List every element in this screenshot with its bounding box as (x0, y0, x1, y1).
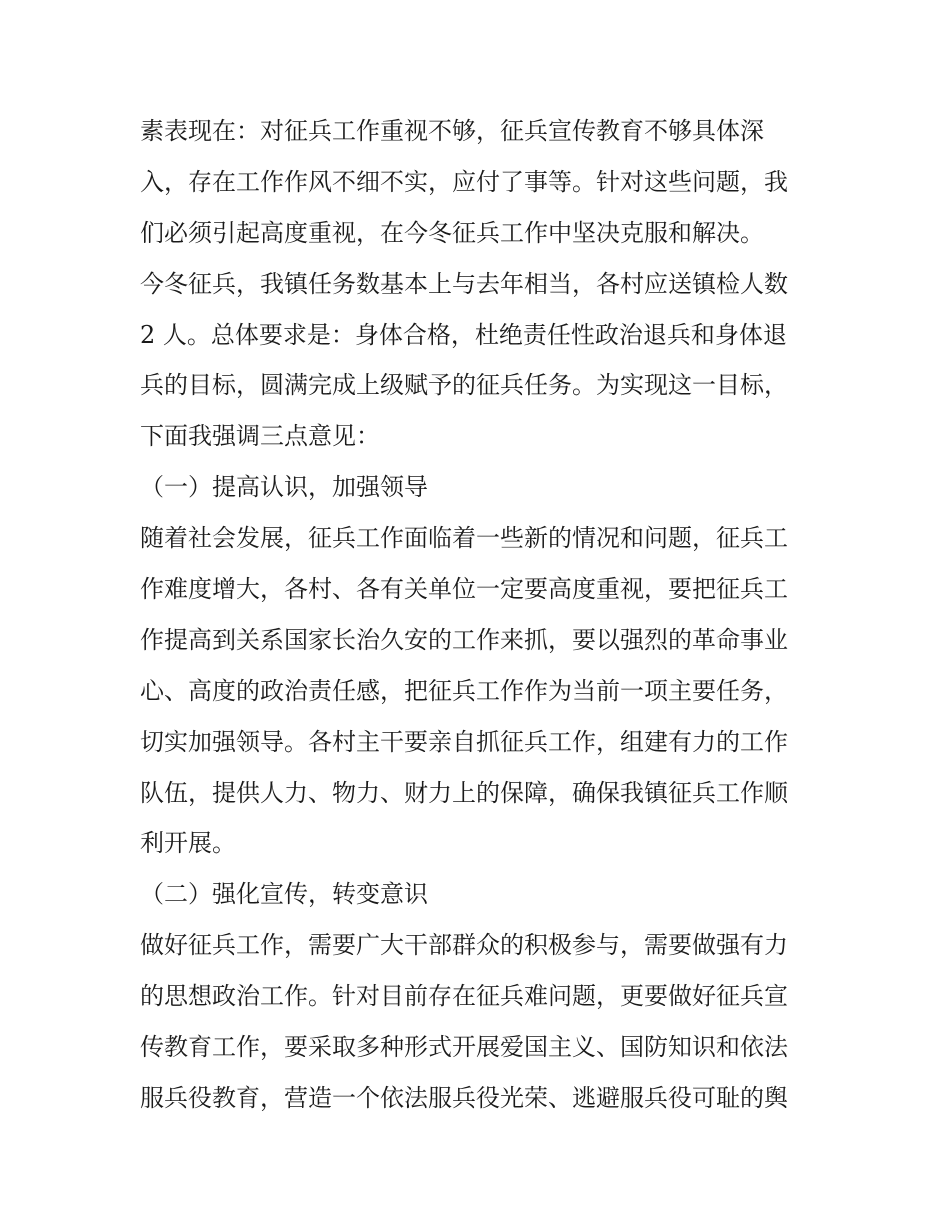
text-line: 今冬征兵，我镇任务数基本上与去年相当，各村应送镇检人数 (140, 269, 788, 298)
text-line: 兵的目标，圆满完成上级赋予的征兵任务。为实现这一目标， (140, 371, 788, 400)
document-body (140, 106, 820, 1124)
text-line: 传教育工作，要采取多种形式开展爱国主义、国防知识和依法 (140, 1033, 788, 1062)
text-line: 心、高度的政治责任感，把征兵工作作为当前一项主要任务， (140, 676, 788, 705)
text-line: 素表现在：对征兵工作重视不够，征兵宣传教育不够具体深 (140, 117, 764, 145)
text-line: 下面我强调三点意见： (140, 422, 380, 451)
text-line: 的思想政治工作。针对目前存在征兵难问题，更要做好征兵宣 (140, 982, 788, 1011)
text-line: 利开展。 (140, 829, 236, 858)
text-line: 作提高到关系国家长治久安的工作来抓，要以强烈的革命事业 (140, 625, 788, 654)
text-line: 做好征兵工作，需要广大干部群众的积极参与，需要做强有力 (140, 931, 788, 960)
section-heading: （一）提高认识，加强领导 (140, 473, 428, 502)
section-heading: （二）强化宣传，转变意识 (140, 880, 428, 909)
text-line: 们必须引起高度重视，在今冬征兵工作中坚决克服和解决。 (140, 218, 764, 247)
text-line: 切实加强领导。各村主干要亲自抓征兵工作，组建有力的工作 (140, 727, 788, 756)
text-line: 2 人。总体要求是：身体合格，杜绝责任性政治退兵和身体退 (140, 320, 787, 349)
text-line: 作难度增大，各村、各有关单位一定要高度重视，要把征兵工 (140, 575, 788, 604)
text-line: 服兵役教育，营造一个依法服兵役光荣、逃避服兵役可耻的舆 (140, 1083, 788, 1112)
text-line: 队伍，提供人力、物力、财力上的保障，确保我镇征兵工作顺 (140, 778, 788, 807)
text-line: 入，存在工作作风不细不实，应付了事等。针对这些问题，我 (140, 167, 788, 196)
text-line: 随着社会发展，征兵工作面临着一些新的情况和问题，征兵工 (140, 524, 788, 553)
